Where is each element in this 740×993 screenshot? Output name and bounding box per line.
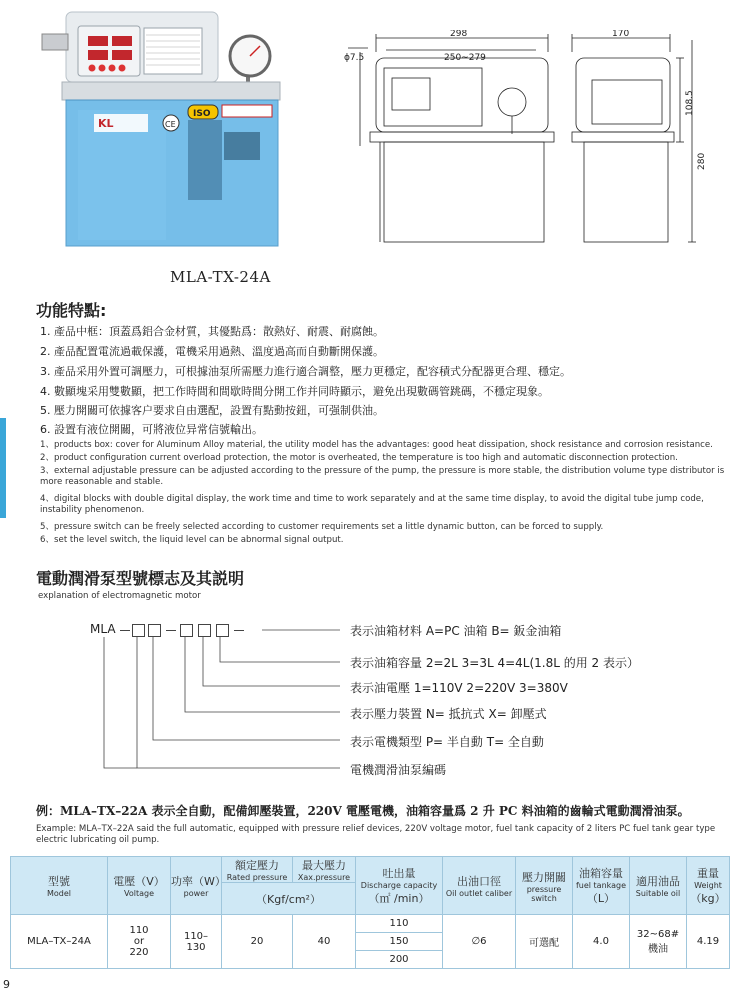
iso-badge: ISO <box>193 109 211 119</box>
cell-switch: 可選配 <box>516 915 573 969</box>
col-oil: 適用油品 Suitable oil <box>630 857 687 915</box>
col-power: 功率（W） power <box>171 857 222 915</box>
dim-170: 170 <box>612 30 630 39</box>
feature-cn-3: 3. 產品采用外置可調壓力，可根據油泵所需壓力進行適合調整，壓力更穩定，配容積式分配器更合理、穩定。 <box>40 365 571 378</box>
cell-discharge-3: 200 <box>356 951 443 969</box>
code-desc-2: 表示油箱容量 2=2L 3=3L 4=4L(1.8L 的用 2 表示） <box>350 656 640 670</box>
col-switch: 壓力開關 pressure switch <box>516 857 573 915</box>
dim-108: 108.5 <box>685 90 695 116</box>
cell-tank: 4.0 <box>573 915 630 969</box>
cell-voltage: 110 or 220 <box>108 915 171 969</box>
cell-outlet: ∅6 <box>443 915 516 969</box>
feature-en-1: 1、products box: cover for Aluminum Alloy material, the utility model has the advantages: good heat dissipation, shock resistance and corrosion resistance. <box>40 440 713 450</box>
col-model: 型號 Model <box>11 857 108 915</box>
feature-cn-1: 1. 產品中框：頂蓋爲鋁合金材質，其優點爲：散熱好、耐震、耐腐蝕。 <box>40 325 384 338</box>
features-title: 功能特點: <box>36 301 107 320</box>
feature-cn-2: 2. 產品配置電流過載保護，電機采用過熱、溫度過高而自動斷開保護。 <box>40 345 384 358</box>
feature-en-5: 5、pressure switch can be freely selected according to customer requirements set a little dynamic button, can be forced to supply. <box>40 522 604 532</box>
cell-discharge-1: 110 <box>356 915 443 933</box>
col-discharge: 吐出量 Discharge capacity （㎡ /min） <box>356 857 443 915</box>
dim-298: 298 <box>450 30 468 39</box>
example-en: Example: MLA–TX–22A said the full automatic, equipped with pressure relief devices, 220V voltage motor, fuel tank capacity of 2 liters PC fuel tank gear type electric lubricating oil pump. <box>36 824 716 845</box>
logo-mark: KL <box>98 117 114 130</box>
code-desc-4: 表示壓力裝置 N= 抵抗式 X= 卸壓式 <box>350 707 547 721</box>
feature-cn-5: 5. 壓力開關可依據客户要求自由選配，設置有點動按鈕，可强制供油。 <box>40 404 384 417</box>
dim-phi: ϕ7.5 <box>344 53 365 63</box>
page-number: 9 <box>3 978 10 991</box>
code-desc-1: 表示油箱材料 A=PC 油箱 B= 鈑金油箱 <box>350 624 562 638</box>
code-desc-5: 表示電機類型 P= 半自動 T= 全自動 <box>350 735 544 749</box>
example-cn: 例：MLA–TX–22A 表示全自動，配備卸壓裝置，220V 電壓電機，油箱容量爲 2 升 PC 料油箱的齒輪式電動潤滑油泵。 <box>36 804 690 818</box>
cell-oil: 32~68# 機油 <box>630 915 687 969</box>
feature-cn-4: 4. 數顯塊采用雙數顯，把工作時間和間歇時間分開工作并同時顯示，避免出現數碼管跳碼，不穩定現象。 <box>40 385 549 398</box>
cell-weight: 4.19 <box>687 915 730 969</box>
cell-max: 40 <box>293 915 356 969</box>
code-desc-3: 表示油電壓 1=110V 2=220V 3=380V <box>350 681 568 695</box>
code-desc-6: 電機潤滑油泵編碼 <box>350 763 447 777</box>
col-outlet: 出油口徑 Oil outlet caliber <box>443 857 516 915</box>
ce-mark: CE <box>165 120 176 129</box>
feature-en-4: 4、digital blocks with double digital display, the work time and time to work separately and at the same time display, to avoid the digital tube jump code, instability phenomenon. <box>40 494 704 515</box>
feature-en-3: 3、external adjustable pressure can be adjusted according to the pressure of the pump, the pressure is more stable, the distribution volume type distributor is more reasonable and stable. <box>40 466 725 487</box>
model-prefix: MLA <box>90 622 116 636</box>
cell-discharge-2: 150 <box>356 933 443 951</box>
col-rated: 額定壓力 Rated pressure <box>222 857 293 883</box>
spec-table <box>10 856 730 969</box>
dim-250: 250~279 <box>444 53 486 63</box>
cell-model: MLA–TX–24A <box>11 915 108 969</box>
col-voltage: 電壓（V） Voltage <box>108 857 171 915</box>
dim-280: 280 <box>697 152 707 170</box>
feature-cn-6: 6. 設置有液位開關，可將液位异常信號輸出。 <box>40 423 263 436</box>
model-code-title: 電動潤滑泵型號標志及其説明 <box>36 569 245 588</box>
product-caption: MLA-TX-24A <box>170 268 271 286</box>
feature-en-2: 2、product configuration current overload protection, the motor is overheated, the temperature is too high and automatic disconnection protection. <box>40 453 678 463</box>
model-code-subtitle: explanation of electromagnetic motor <box>38 591 201 601</box>
col-max: 最大壓力 Xax.pressure <box>293 857 356 883</box>
pressure-unit: （Kgf/cm²） <box>222 883 356 915</box>
col-weight: 重量 Weight （kg） <box>687 857 730 915</box>
feature-en-6: 6、set the level switch, the liquid level can be abnormal signal output. <box>40 535 344 545</box>
col-tank: 油箱容量 fuel tankage （L） <box>573 857 630 915</box>
cell-rated: 20 <box>222 915 293 969</box>
cell-power: 110– 130 <box>171 915 222 969</box>
